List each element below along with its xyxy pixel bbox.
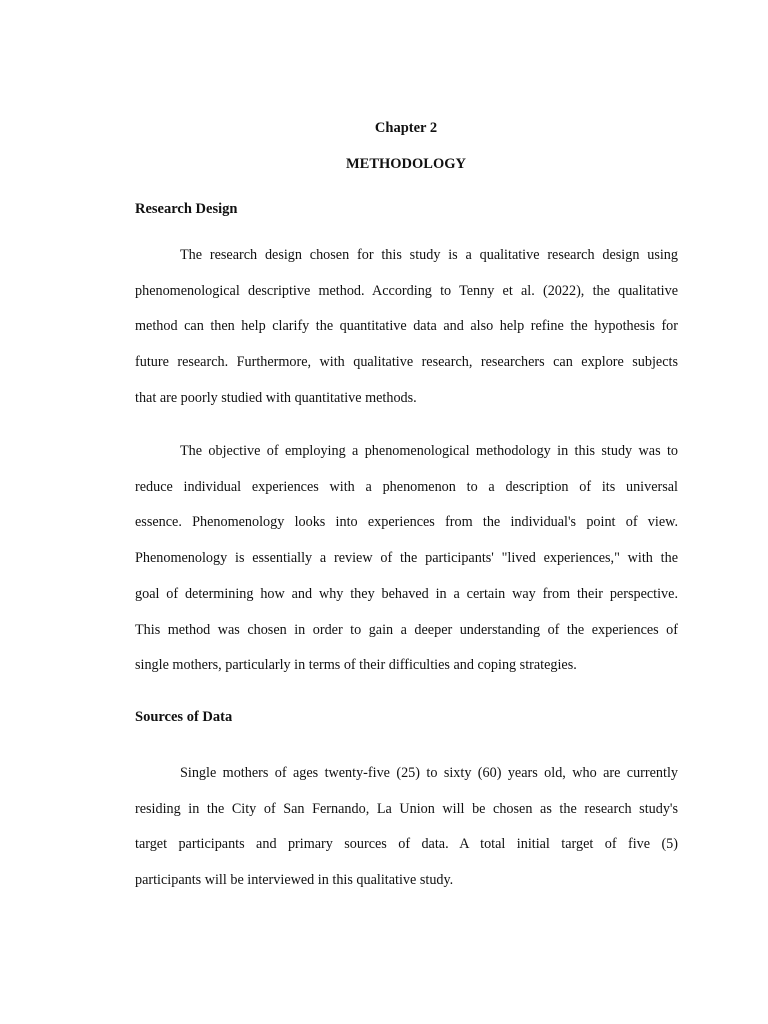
text-line: essence. Phenomenology looks into experiences from the individual's point of view.: [135, 514, 678, 531]
paragraph-research-design-2: [135, 434, 678, 684]
text-line: goal of determining how and why they behaved in a certain way from their perspective.: [135, 585, 678, 602]
text-line: participants will be interviewed in this qualitative study.: [135, 872, 454, 889]
text-line: Single mothers of ages twenty-five (25) to sixty (60) years old, who are currently: [180, 765, 678, 781]
text-line: single mothers, particularly in terms of their difficulties and coping strategies.: [135, 657, 577, 674]
chapter-title: METHODOLOGY: [345, 156, 467, 172]
text-line: reduce individual experiences with a phenomenon to a description of its universal: [135, 478, 678, 495]
section-heading-research-design: Research Design: [135, 201, 238, 217]
paragraph-sources-of-data-1: [135, 756, 678, 899]
text-line: The objective of employing a phenomenological methodology in this study was to: [180, 443, 678, 459]
text-line: phenomenological descriptive method. According to Tenny et al. (2022), the qualitative: [135, 282, 678, 299]
section-heading-sources-of-data: Sources of Data: [135, 709, 233, 725]
text-line: Phenomenology is essentially a review of the participants' "lived experiences," with the: [135, 550, 678, 567]
text-line: target participants and primary sources of data. A total initial target of five (5): [135, 836, 678, 853]
text-line: residing in the City of San Fernando, La Union will be chosen as the research study's: [135, 800, 678, 817]
text-line: that are poorly studied with quantitative methods.: [135, 389, 417, 406]
text-line: future research. Furthermore, with qualitative research, researchers can explore subjects: [135, 354, 678, 371]
paragraph-research-design-1: [135, 238, 678, 417]
text-line: The research design chosen for this study is a qualitative research design using: [180, 247, 678, 263]
chapter-label: Chapter 2: [374, 120, 438, 136]
text-line: This method was chosen in order to gain a deeper understanding of the experiences of: [135, 621, 678, 638]
text-line: method can then help clarify the quantitative data and also help refine the hypothesis for: [135, 318, 678, 335]
